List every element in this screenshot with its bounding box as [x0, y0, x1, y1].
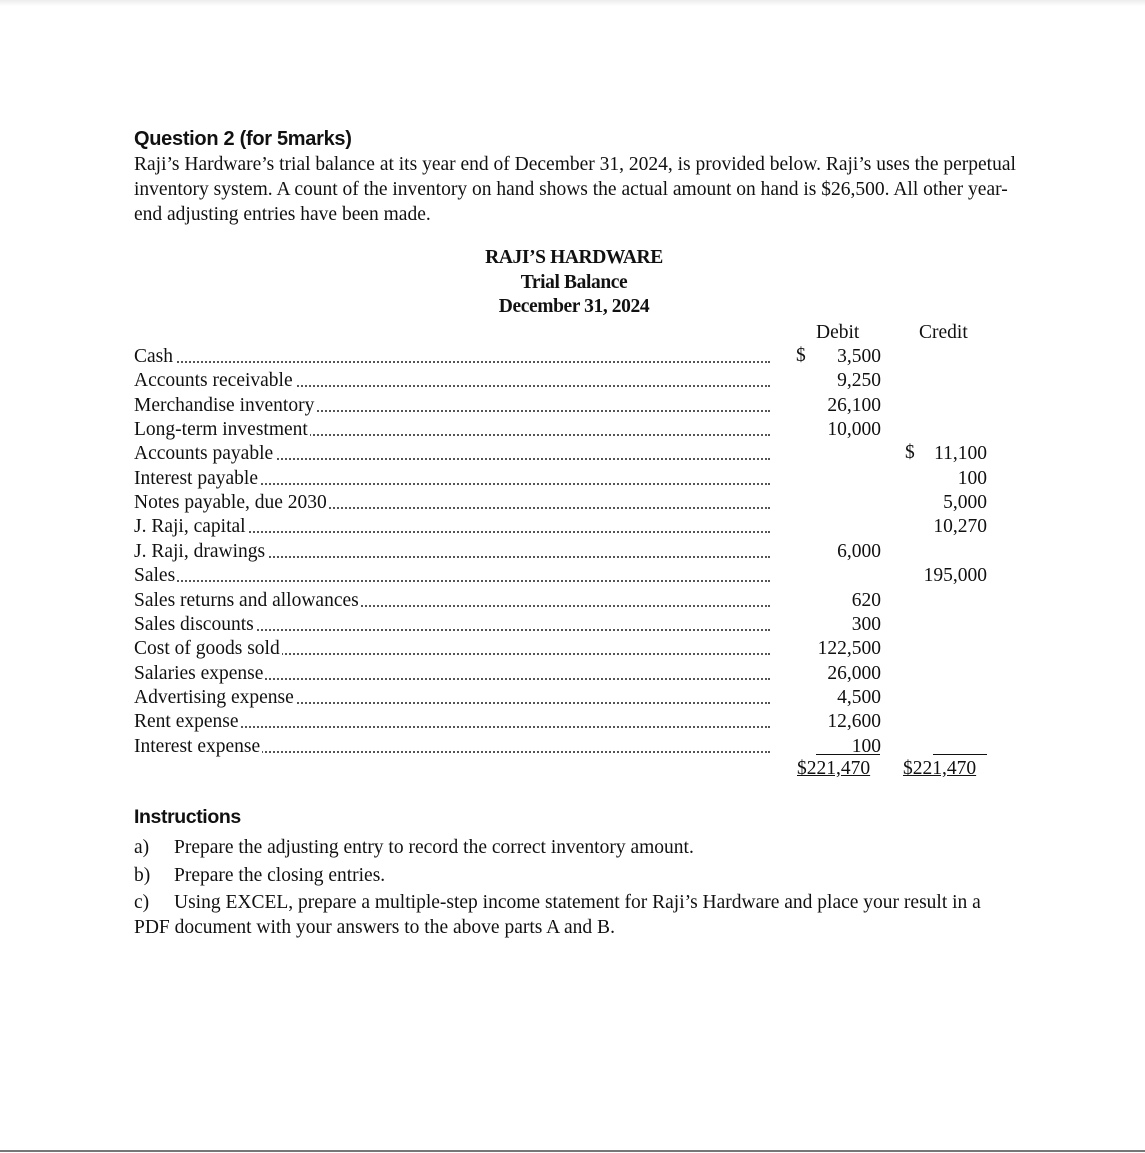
account-label: J. Raji, drawings	[134, 540, 266, 562]
credit-total: $221,470	[903, 758, 977, 779]
account-label: Merchandise inventory	[134, 394, 315, 416]
account-name	[134, 613, 774, 637]
account-label: Rent expense	[134, 711, 239, 733]
instruction-text: Using EXCEL, prepare a multiple-step income statement for Raji’s Hardware and place your result in a PDF document with your answers to the above parts A and B.	[134, 892, 981, 938]
debit-amount: 620	[851, 589, 881, 611]
account-name	[134, 637, 774, 661]
account-name	[134, 735, 774, 759]
statement-date: December 31, 2024	[498, 296, 650, 317]
account-name	[134, 589, 774, 613]
page-top-edge	[0, 0, 1145, 6]
debit-amount: 4,500	[837, 686, 881, 708]
account-name	[134, 710, 774, 734]
debit-amount: 100	[851, 735, 881, 757]
page-bottom-edge	[0, 1150, 1145, 1152]
credit-amount: 11,100	[934, 443, 987, 465]
account-name	[134, 686, 774, 710]
account-name	[134, 564, 774, 588]
debit-subtotal-rule	[816, 754, 880, 755]
debit-amount: 26,000	[827, 662, 881, 684]
question-body: Raji’s Hardware’s trial balance at its year end of December 31, 2024, is provided below. Raji’s uses the perpetual inventory system. A count of the inventory on hand shows the actual amount on hand is $26,500. All other year-end adjusting entries have been made.	[134, 154, 1016, 225]
debit-amount: 12,600	[827, 711, 881, 733]
account-label: Salaries expense	[134, 662, 264, 684]
debit-amount: 3,500	[837, 346, 881, 367]
account-label: Sales discounts	[134, 613, 254, 635]
instruction-a	[134, 835, 1034, 860]
account-label: Cash	[134, 346, 173, 367]
debit-amount: 9,250	[837, 370, 881, 392]
account-name	[134, 540, 774, 564]
account-label: Sales	[134, 565, 176, 587]
account-label: Accounts receivable	[134, 370, 293, 392]
credit-amount: 10,270	[933, 516, 987, 538]
account-name	[134, 515, 774, 539]
debit-amount: 122,500	[817, 638, 881, 660]
debit-amount: 300	[851, 613, 881, 635]
credit-amount: 100	[957, 467, 987, 489]
question-title: Question 2 (for 5marks)	[134, 128, 352, 150]
account-name	[134, 369, 774, 393]
account-label: Interest payable	[134, 467, 258, 489]
account-name	[134, 394, 774, 418]
credit-subtotal-rule	[933, 754, 987, 755]
account-name	[134, 491, 774, 515]
company-name: RAJI’S HARDWARE	[485, 247, 663, 268]
instructions-title: Instructions	[134, 806, 241, 828]
account-name	[134, 345, 774, 369]
account-label: Sales returns and allowances	[134, 589, 359, 611]
instruction-c	[134, 890, 994, 940]
account-name	[134, 418, 774, 442]
credit-dollar-sign: $	[905, 442, 915, 463]
debit-total: $221,470	[797, 758, 871, 779]
instruction-marker: a)	[134, 837, 150, 858]
instruction-marker: c)	[134, 892, 150, 913]
account-label: Interest expense	[134, 735, 261, 757]
account-name	[134, 442, 774, 466]
account-label: Notes payable, due 2030	[134, 492, 327, 514]
account-name	[134, 467, 774, 491]
statement-name: Trial Balance	[520, 272, 628, 293]
account-name	[134, 662, 774, 686]
instruction-marker: b)	[134, 865, 151, 886]
instruction-text: Prepare the adjusting entry to record the correct inventory amount.	[174, 837, 694, 858]
debit-dollar-sign: $	[796, 345, 806, 366]
debit-amount: 26,100	[827, 394, 881, 416]
credit-column-header: Credit	[919, 322, 968, 343]
debit-amount: 6,000	[837, 540, 881, 562]
account-label: Advertising expense	[134, 686, 294, 708]
credit-amount: 5,000	[943, 492, 987, 514]
account-label: Long-term investment	[134, 419, 308, 441]
instruction-b	[134, 863, 1034, 888]
debit-amount: 10,000	[827, 419, 881, 441]
account-label: Accounts payable	[134, 443, 274, 465]
account-label: Cost of goods sold	[134, 638, 280, 660]
instruction-text: Prepare the closing entries.	[174, 865, 386, 886]
debit-column-header: Debit	[816, 322, 860, 343]
credit-amount: 195,000	[923, 565, 987, 587]
account-label: J. Raji, capital	[134, 516, 246, 538]
